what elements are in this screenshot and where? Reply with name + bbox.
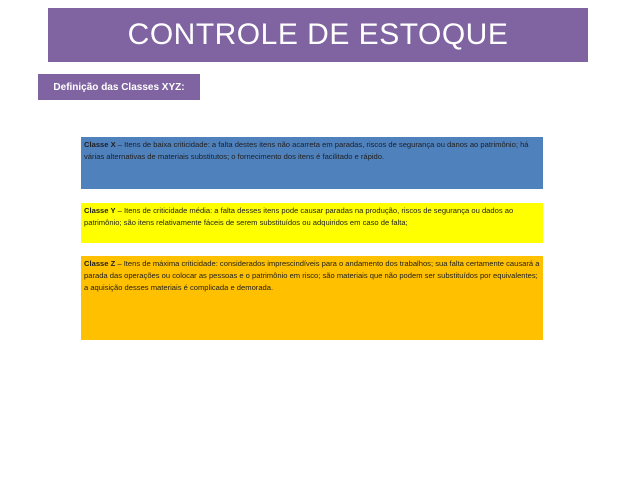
class-x-description: – Itens de baixa criticidade: a falta destes itens não acarreta em paradas, riscos de segurança ou danos ao patrimônio; há várias alternativas de materiais substitutos; o fornecimento dos itens é facilitado e rápido. — [84, 140, 529, 161]
class-y-name: Classe Y — [84, 206, 116, 215]
class-y-box — [81, 203, 543, 243]
class-z-box — [81, 256, 543, 340]
class-x-box — [81, 137, 543, 189]
class-y-description: – Itens de criticidade média: a falta desses itens pode causar paradas na produção, riscos de segurança ou dados ao patrimônio; são itens relativamente fáceis de serem substituídos ou adquiridos em caso de falta; — [84, 206, 514, 227]
class-x-name: Classe X — [84, 140, 116, 149]
class-z-name: Classe Z — [84, 259, 116, 268]
section-subtitle: Definição das Classes XYZ: — [53, 81, 185, 93]
title-banner — [48, 8, 588, 62]
subtitle-box — [38, 74, 200, 100]
class-z-description: – Itens de máxima criticidade: considerados imprescindíveis para o andamento dos trabalhos; sua falta certamente causará a parada das operações ou colocar as pessoas e o patrimônio em risco; são materiais que não podem ser substituídos por equivalentes; a aquisição desses materiais é complicada e demorada. — [84, 259, 540, 292]
page-title: CONTROLE DE ESTOQUE — [127, 18, 509, 51]
